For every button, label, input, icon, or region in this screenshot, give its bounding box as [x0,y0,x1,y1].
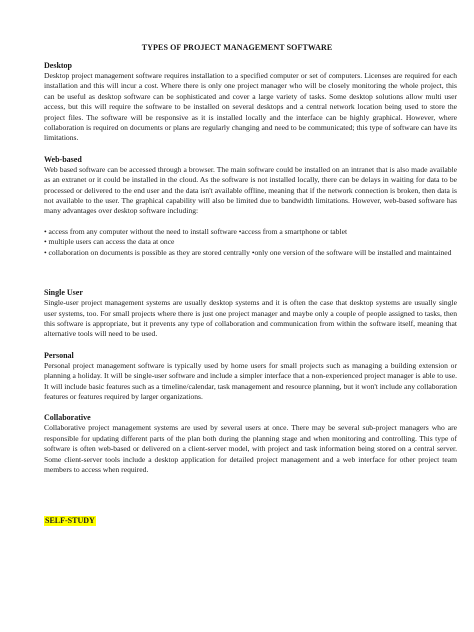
section-web-based [44,155,457,258]
document-body [44,61,457,486]
section-heading: Web-based [44,154,82,164]
bullet-list [44,227,457,258]
section-paragraph: Web based software can be accessed through a browser. The main software could be installed on an intranet that is also made available as an extranet or it could be installed in the cloud. As the software is not installed locally, there can be delays in waiting for data to be processed or delivered to the end user and the data isn't available offline, meaning that if the network connection is broken, then data is not available to the user. The graphical capability will also be limited due to bandwidth limitations. However, web-based software has many advantages over desktop software including: [44,164,457,216]
page-title: TYPES OF PROJECT MANAGEMENT SOFTWARE [141,43,333,52]
bullet-item: • access from any computer without the need to install software •access from a smartphone or tablet [44,226,348,236]
section-heading: Single User [44,288,83,298]
section-personal [44,351,457,403]
section-heading: Desktop [44,61,73,70]
bullet-item: • collaboration on documents is possible as they are stored centrally •only one version of the software will be installed and maintained [44,247,452,257]
section-heading: Personal [44,350,74,360]
section-paragraph: Desktop project management software requires installation to a specified computer or set of computers. Licenses are required for each installation and this will incur a cost. Where there is only one project manager who will be closely monitoring the whole project, this can be useful as desktop software can be sophisticated and cover a large variety of tasks. Some desktop solutions allow multi user access, but this will require the software to be installed on several desktops and a central network location being used to store the project files. The software will be responsive as it is installed locally and the interface can be highly graphical. However, where collaboration is required on documents or plans are regularly changing and need to be communicated; this type of software can have its limitations. [44,71,457,143]
section-collaborative [44,413,457,475]
section-paragraph: Collaborative project management systems are used by several users at once. There may be several sub-project managers who are responsible for updating different parts of the plan both during the planning stage and when monitoring and controlling. This type of software is often web-based or delivered on a client-server model, with project and task information being stored on a central server. Some client-server tools include a desktop application for detailed project management and a web interface for other project team members to access when required. [44,423,457,474]
section-desktop [44,61,457,144]
section-paragraph: Personal project management software is typically used by home users for small projects such as managing a building extension or planning a holiday. It will be single-user software and include a simpler interface that a non-experienced project manager is able to use. It will include basic features such as a timeline/calendar, task management and resource planning, but it won't include any collaboration features or features required by larger organizations. [44,360,457,401]
section-single-user [44,288,457,340]
section-paragraph: Single-user project management systems are usually desktop systems and it is often the case that desktop systems are usually single user systems, too. For small projects where there is just one project manager and maybe only a couple of people assigned to tasks, then this software is appropriate, but it prevents any type of collaboration and communication from within the software itself, meaning that alternative tools will need to be used. [44,298,457,339]
bullet-item: • multiple users can access the data at once [44,237,175,247]
section-heading: Collaborative [44,413,91,423]
self-study-label: SELF-STUDY [45,516,95,525]
